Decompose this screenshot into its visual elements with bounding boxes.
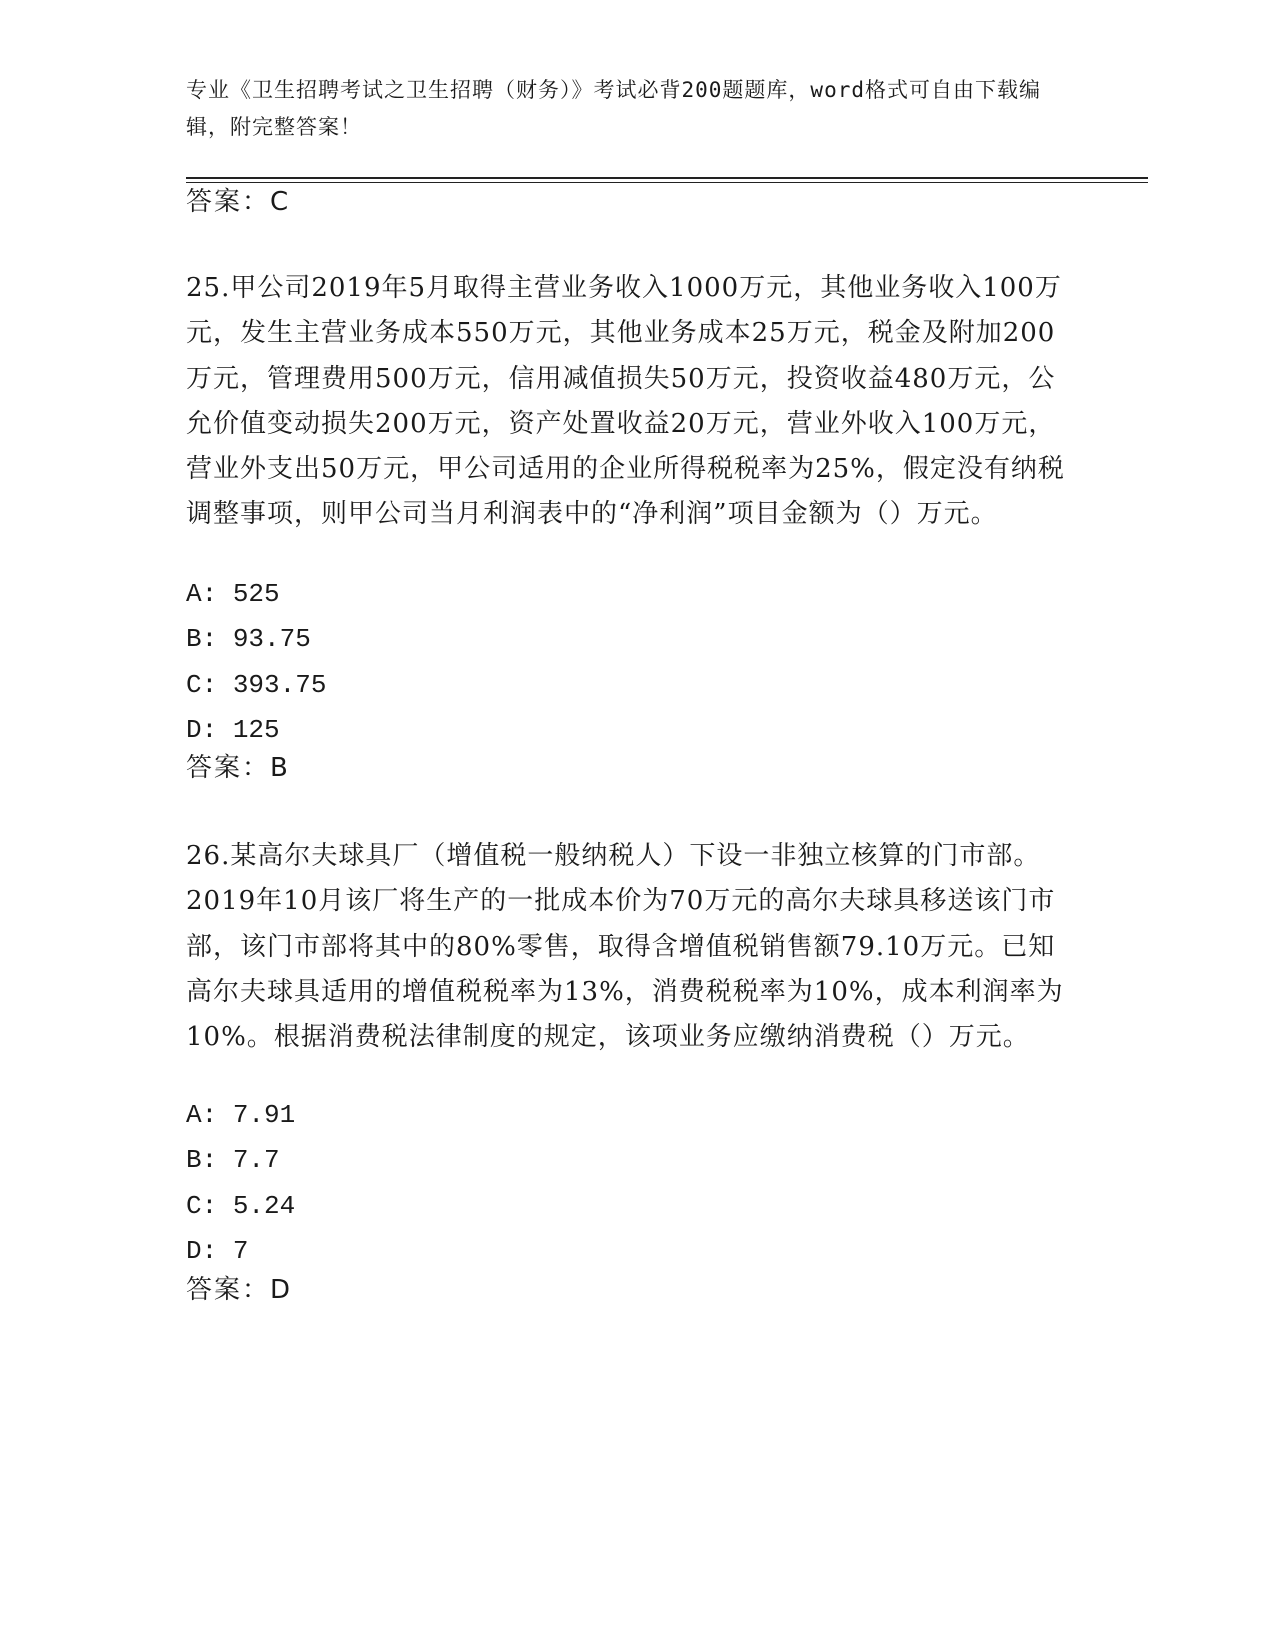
header-note: 专业《卫生招聘考试之卫生招聘（财务）》考试必背200题题库，word格式可自由下载编辑，附完整答案！ [186, 78, 1041, 139]
header-divider-thin [186, 182, 1148, 183]
question-26-answer [186, 1272, 290, 1308]
answer-value: D [270, 1275, 291, 1305]
option-d: D: 7 [186, 1235, 249, 1266]
option-b: B: 93.75 [186, 624, 311, 655]
previous-answer [186, 184, 288, 220]
answer-label: 答案： [186, 187, 271, 217]
header-divider-thick [186, 177, 1148, 179]
option-c: C: 393.75 [186, 669, 327, 700]
option-d: D: 125 [186, 714, 280, 745]
answer-value: C [270, 187, 289, 217]
answer-value: B [270, 753, 288, 783]
question-25-answer [186, 750, 288, 786]
answer-label: 答案： [186, 753, 271, 783]
option-a: A: 7.91 [186, 1100, 296, 1130]
answer-label: 答案： [186, 1275, 271, 1305]
option-c: C: 5.24 [186, 1190, 296, 1221]
question-26-options [186, 1093, 295, 1274]
option-b: B: 7.7 [186, 1145, 280, 1176]
question-26-text: 26.某高尔夫球具厂（增值税一般纳税人）下设一非独立核算的门市部。2019年10月该厂将生产的一批成本价为70万元的高尔夫球具移送该门市部，该门市部将其中的80%零售，取得含增值税销售额79.10万元。已知高尔夫球具适用的增值税税率为13%，消费税税率为10%，成本利润率为10%。根据消费税法律制度的规定，该项业务应缴纳消费税（）万元。 [186, 841, 1064, 1053]
question-25-options [186, 572, 326, 753]
option-a: A: 525 [186, 579, 280, 609]
question-25-text: 25.甲公司2019年5月取得主营业务收入1000万元，其他业务收入100万元，发生主营业务成本550万元，其他业务成本25万元，税金及附加200万元，管理费用500万元，信用减值损失50万元，投资收益480万元，公允价值变动损失200万元，资产处置收益20万元，营业外收入100万元，营业外支出50万元，甲公司适用的企业所得税税率为25%，假定没有纳税调整事项，则甲公司当月利润表中的“净利润”项目金额为（）万元。 [186, 273, 1065, 530]
